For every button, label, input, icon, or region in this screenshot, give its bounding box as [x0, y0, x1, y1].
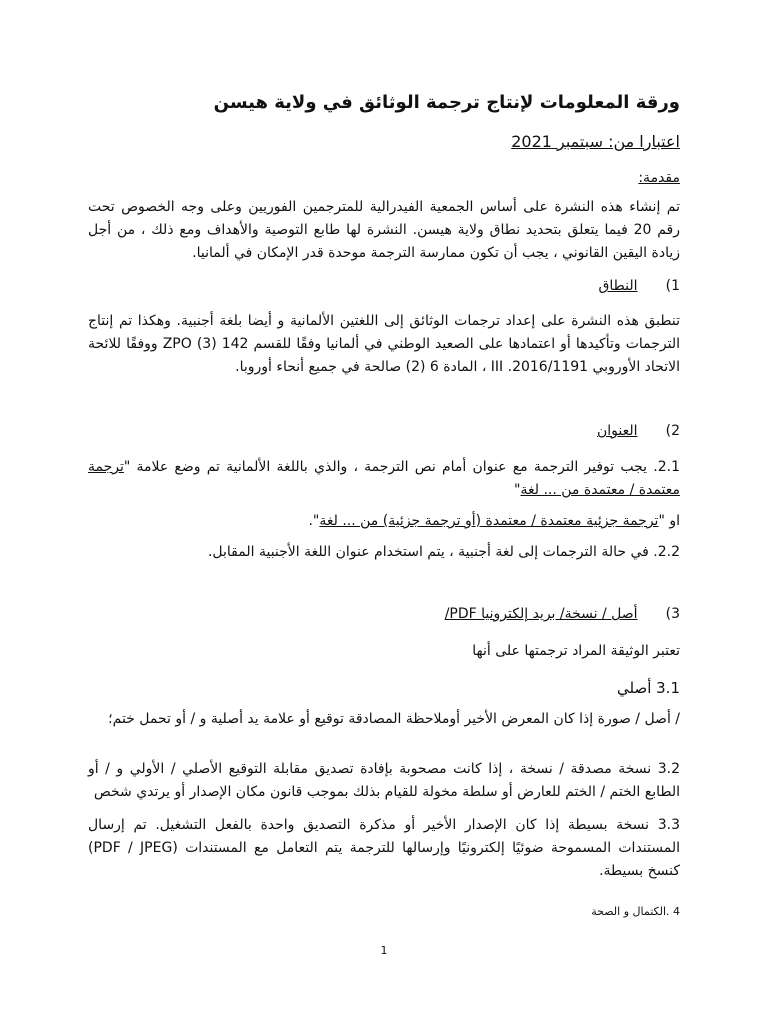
section-3-number: 3) — [665, 606, 680, 622]
paragraph-3-3: 3.3 نسخة بسيطة إذا كان الإصدار الأخير أو مذكرة التصديق واحدة بالفعل التشغيل. تم إرسال المستندات المسموحة ضوئيًا إلكترونيًا وإرسالها للترجمة يتم التعامل مع المستندات (PDF / JPEG) كنسخ بسيطة. — [88, 817, 680, 879]
section-1-label: النطاق — [598, 278, 638, 294]
section-3-heading — [88, 606, 680, 622]
paragraph-2-1-prefix: 2.1. يجب توفير الترجمة مع عنوان أمام نص الترجمة ، والذي باللغة الألمانية تم وضع علامة " — [123, 459, 680, 475]
section-4-heading: 4 .الكتمال و الصحة — [591, 905, 680, 918]
paragraph-3-2: 3.2 نسخة مصدقة / نسخة ، إذا كانت مصحوبة بإفادة تصديق مقابلة التوقيع الأصلي / الأولي و / أو الطابع الختم / الختم للعارض أو سلطة مخولة للقيام بذلك بموجب قانون مكان الإصدار أو يرتدي شخص — [88, 761, 680, 800]
paragraph-2-1-alt-underlined: ترجمة جزئية معتمدة / معتمدة (أو ترجمة جزئية) من ... لغة — [319, 513, 659, 529]
section-1-paragraph: تنطبق هذه النشرة على إعداد ترجمات الوثائق إلى اللغتين الألمانية و أيضا بلغة أجنبية. وهكذا تم إنتاج الترجمات وتأكيدها أو اعتمادها على الصعيد الوطني في ألمانيا وفقًا للقسم 142 (3) ZPO ووفقًا للائحة الاتحاد الأوروبي 2016/1191. III ، المادة 6 (2) صالحة في جميع أنحاء أوروبا. — [88, 313, 680, 375]
section-1-number: 1) — [665, 278, 680, 294]
paragraph-3-1: 3.1 أصلي — [617, 679, 680, 697]
section-3-label: أصل / نسخة/ بريد إلكترونيا PDF/ — [444, 606, 638, 622]
section-3-intro: تعتبر الوثيقة المراد ترجمتها على أنها — [472, 643, 680, 659]
section-2-label: العنوان — [597, 423, 638, 439]
intro-paragraph: تم إنشاء هذه النشرة على أساس الجمعية الفيدرالية للمترجمين الفوريين وعلى وجه الخصوص تحت رقم 20 فيما يتعلق بتحديد نطاق ولاية هيسن. النشرة لها طابع التوصية والأهداف ومع ذلك ، من أجل زيادة اليقين القانوني ، يجب أن تكون ممارسة الترجمة موحدة قدر الإمكان في ألمانيا. — [88, 199, 680, 261]
section-2-number: 2) — [665, 423, 680, 439]
paragraph-2-1-underlined: ترجمة معتمدة / معتمدة من ... لغة — [88, 459, 680, 498]
section-2-heading — [88, 423, 680, 439]
paragraph-2-1-alt-prefix: او " — [658, 513, 680, 529]
paragraph-2-1-suffix: " — [514, 482, 521, 498]
paragraph-2-1 — [88, 456, 680, 502]
intro-heading: مقدمة: — [638, 170, 680, 186]
effective-date: اعتبارا من: سبتمبر 2021 — [511, 132, 680, 151]
page-title: ورقة المعلومات لإنتاج ترجمة الوثائق في ولاية هيسن — [213, 92, 680, 113]
section-1-heading — [88, 278, 680, 294]
page-number: 1 — [380, 944, 388, 957]
paragraph-2-2: 2.2. في حالة الترجمات إلى لغة أجنبية ، يتم استخدام عنوان اللغة الأجنبية المقابل. — [207, 544, 680, 560]
paragraph-2-1-alt — [88, 510, 680, 533]
paragraph-2-1-alt-suffix: ". — [308, 513, 320, 529]
paragraph-3-1-body: / أصل / صورة إذا كان المعرض الأخير أوملاحظة المصادقة توقيع أو علامة يد أصلية و / أو تحمل ختم؛ — [108, 711, 680, 727]
